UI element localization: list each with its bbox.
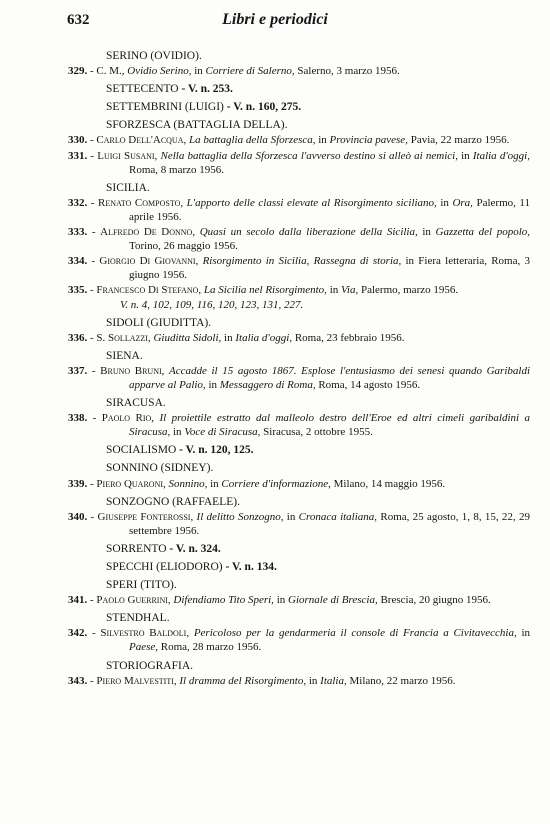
subject-heading [68, 82, 530, 96]
cross-reference: V. n. 4, 102, 109, 116, 120, 123, 131, 227. [120, 298, 304, 311]
entry-title: Risorgimento in Sicilia, [202, 255, 310, 268]
bibliography-entry [68, 225, 530, 253]
subject-heading [68, 495, 530, 509]
entry-publication: Via, [341, 284, 359, 297]
entry-connector: in [170, 426, 185, 439]
entry-title: Ovidio Serino, [127, 65, 192, 78]
entry-author: Giorgio Di Giovanni, [99, 255, 199, 268]
entry-publication: Italia d'oggi, [472, 149, 530, 162]
entry-details: Palermo, 11 aprile 1956. [129, 196, 531, 223]
bibliography-entry [68, 133, 530, 147]
subject-heading [68, 611, 530, 625]
entry-title: Il proiettile estratto dal malleolo destro dell'Eroe ed altri cimeli garibaldini a Siracusa, [129, 412, 530, 439]
entry-number: 339. [68, 477, 88, 490]
entry-details: Torino, 26 maggio 1956. [129, 240, 238, 253]
entry-details: Roma, 8 marzo 1956. [129, 163, 225, 176]
entry-connector: in [273, 594, 288, 607]
bibliography-entry [68, 510, 530, 538]
entry-title: Giuditta Sidoli, [153, 331, 222, 344]
bibliography-entry [68, 477, 530, 491]
entry-details: Palermo, marzo 1956. [358, 284, 459, 297]
entry-separator: - [87, 134, 97, 147]
subject-heading-text: SORRENTO [106, 542, 167, 555]
subject-heading-text: SERINO (OVIDIO). [106, 50, 202, 62]
entry-number: 332. [68, 196, 88, 209]
entry-details: Brescia, 20 giugno 1956. [377, 594, 491, 607]
entry-separator: - [87, 627, 101, 640]
entry-title: L'apporto delle classi elevate al Risorgimento siciliano, [186, 196, 437, 209]
entry-author: Silvestro Baldoli, [100, 627, 190, 640]
entry-connector: in [457, 149, 473, 162]
subject-heading [68, 659, 530, 673]
subject-heading-text: SETTEMBRINI (LUIGI) [106, 101, 224, 114]
entry-publication: Rassegna di storia, [313, 255, 402, 268]
entry-author: Carlo Dell'Acqua, [96, 134, 187, 147]
entry-publication: Corriere d'informazione, [221, 477, 331, 490]
page-header [0, 0, 550, 34]
subject-heading-text: SIDOLI (GIUDITTA). [106, 316, 212, 329]
entry-separator: - [87, 364, 101, 377]
entry-separator: - [87, 149, 98, 162]
entry-author: C. M., [96, 65, 125, 78]
entry-number: 329. [68, 65, 88, 78]
entry-number: 333. [68, 226, 88, 239]
entry-separator: - [87, 510, 98, 523]
entry-separator: - [87, 255, 100, 268]
entry-author: Luigi Susani, [97, 149, 158, 162]
entry-publication: Corriere di Salerno, [205, 65, 295, 78]
entry-title: Il delitto Sonzogno, [196, 510, 284, 523]
entry-publication: Italia, [320, 674, 347, 687]
entry-number: 331. [68, 149, 88, 162]
entry-author: Bruno Bruni, [100, 364, 165, 377]
entry-separator: - [87, 331, 97, 344]
bibliography-entry [68, 64, 530, 78]
bibliography-entry [68, 283, 530, 297]
subject-heading [68, 100, 530, 114]
subject-heading [68, 316, 530, 330]
subject-heading-text: SPERI (TITO). [106, 579, 177, 592]
bibliography-entry [68, 674, 530, 688]
entry-connector: in [191, 65, 206, 78]
entry-number: 334. [68, 255, 88, 268]
entry-title: Nella battaglia della Sforzesca l'avverso destino si alleò ai nemici, [160, 149, 458, 162]
subject-heading [68, 49, 530, 63]
entry-author: Renato Composto, [97, 196, 184, 209]
entry-details: Pavia, 22 marzo 1956. [407, 134, 510, 147]
entry-connector: in [306, 674, 321, 687]
running-title: Libri e periodici [222, 11, 328, 28]
bibliography-entry [68, 331, 530, 345]
subject-heading-text: SIENA. [106, 349, 143, 362]
entry-publication: Ora, [452, 196, 473, 209]
bibliography-list [68, 47, 530, 688]
subject-heading [68, 578, 530, 592]
entry-title: Difendiamo Tito Speri, [173, 594, 274, 607]
entry-title: Il dramma del Risorgimento, [179, 674, 307, 687]
entry-separator: - [87, 477, 97, 490]
entry-publication: Gazzetta del popolo, [435, 226, 531, 239]
entry-number: 330. [68, 134, 88, 147]
entry-title: Pericoloso per la gendarmeria il console di Francia a Civitavecchia, [193, 627, 517, 640]
entry-publication: Italia d'oggi, [235, 331, 293, 344]
entry-details: Salerno, 3 marzo 1956. [294, 65, 400, 78]
subject-heading-text: SONZOGNO (RAFFAELE). [106, 495, 240, 508]
entry-publication: Provincia pavese, [329, 134, 408, 147]
bibliography-entry [68, 364, 530, 392]
subject-heading-text: SPECCHI (ELIODORO) [106, 561, 223, 573]
entry-connector: in [436, 196, 453, 209]
entry-number: 337. [68, 364, 88, 377]
entry-title: Quasi un secolo dalla liberazione della Sicilia, [199, 226, 418, 239]
entry-connector: in [221, 331, 236, 344]
subject-heading-text: SETTECENTO [106, 83, 179, 96]
cross-reference: - V. n. 253. [178, 83, 233, 96]
entry-author: Piero Malvestiti, [96, 674, 177, 687]
subject-heading [68, 118, 530, 132]
entry-publication: Giornale di Brescia, [288, 594, 378, 607]
entry-details: Roma, 25 agosto, 1, 8, 15, 22, 29 settembre 1956. [129, 510, 530, 537]
entry-author: Paolo Guerrini, [96, 594, 171, 607]
subject-heading [68, 461, 530, 475]
cross-reference-line [68, 298, 530, 312]
entry-number: 342. [68, 627, 88, 640]
cross-reference: - V. n. 120, 125. [176, 444, 254, 457]
entry-title: Accadde il 15 agosto 1867. Esplose l'entusiasmo dei senesi quando Garibaldi apparve al Palio, [129, 364, 530, 391]
entry-connector: in [516, 627, 531, 640]
entry-author: Francesco Di Stefano, [96, 284, 202, 297]
entry-publication: Messaggero di Roma, [219, 378, 316, 391]
cross-reference: - V. n. 160, 275. [223, 101, 302, 114]
entry-separator: - [87, 412, 102, 425]
entry-publication: Voce di Siracusa, [184, 426, 261, 439]
entry-author: Piero Quaroni, [96, 477, 166, 490]
entry-connector: in [315, 134, 330, 147]
entry-separator: - [87, 284, 97, 297]
entry-separator: - [87, 65, 97, 78]
subject-heading-text: STORIOGRAFIA. [106, 659, 194, 672]
entry-connector: in [283, 510, 299, 523]
entry-title: Sonnino, [168, 477, 208, 490]
subject-heading-text: STENDHAL. [106, 612, 170, 625]
entry-connector: in [207, 477, 222, 490]
subject-heading [68, 560, 530, 574]
entry-connector: in [205, 378, 220, 391]
entry-details: Milano, 22 marzo 1956. [346, 674, 456, 687]
subject-heading [68, 396, 530, 410]
subject-heading-text: SIRACUSA. [106, 397, 166, 410]
entry-number: 343. [68, 674, 88, 687]
entry-author: Alfredo De Donno, [100, 226, 196, 239]
subject-heading-text: SONNINO (SIDNEY). [106, 462, 214, 475]
entry-details: Roma, 23 febbraio 1956. [292, 331, 405, 344]
entry-separator: - [87, 594, 97, 607]
bibliography-entry [68, 196, 530, 224]
entry-title: La battaglia della Sforzesca, [188, 134, 316, 147]
entry-author: Paolo Rio, [101, 412, 155, 425]
entry-author: S. Sollazzi, [96, 331, 151, 344]
subject-heading [68, 181, 530, 195]
entry-publication: Cronaca italiana, [298, 510, 378, 523]
subject-heading [68, 349, 530, 363]
entry-separator: - [87, 196, 98, 209]
page-number: 632 [67, 12, 90, 28]
subject-heading [68, 542, 530, 556]
entry-separator: - [87, 226, 101, 239]
entry-separator: - [87, 674, 97, 687]
entry-details: Siracusa, 2 ottobre 1955. [260, 426, 373, 439]
subject-heading-text: SOCIALISMO [106, 444, 177, 457]
bibliography-entry [68, 593, 530, 607]
entry-details: Roma, 14 agosto 1956. [315, 378, 421, 391]
entry-title: La Sicilia nel Risorgimento, [203, 284, 327, 297]
bibliography-entry [68, 254, 530, 282]
entry-author: Giuseppe Fonterossi, [97, 510, 194, 523]
subject-heading [68, 443, 530, 457]
bibliography-entry [68, 626, 530, 654]
entry-number: 336. [68, 331, 88, 344]
subject-heading-text: SICILIA. [106, 181, 150, 194]
entry-details: in Fiera letteraria, Roma, 3 giugno 1956. [129, 255, 530, 282]
bibliography-entry [68, 149, 530, 177]
entry-details: Milano, 14 maggio 1956. [330, 477, 446, 490]
entry-connector: in [326, 284, 341, 297]
entry-number: 341. [68, 594, 88, 607]
subject-heading-text: SFORZESCA (BATTAGLIA DELLA). [106, 119, 288, 132]
entry-number: 340. [68, 510, 88, 523]
bibliography-entry [68, 411, 530, 439]
cross-reference: - V. n. 324. [166, 542, 221, 555]
entry-details: Roma, 28 marzo 1956. [158, 641, 262, 654]
entry-connector: in [417, 226, 436, 239]
entry-number: 338. [68, 412, 88, 425]
entry-number: 335. [68, 284, 88, 297]
cross-reference: - V. n. 134. [222, 561, 277, 573]
entry-publication: Paese, [129, 641, 159, 654]
